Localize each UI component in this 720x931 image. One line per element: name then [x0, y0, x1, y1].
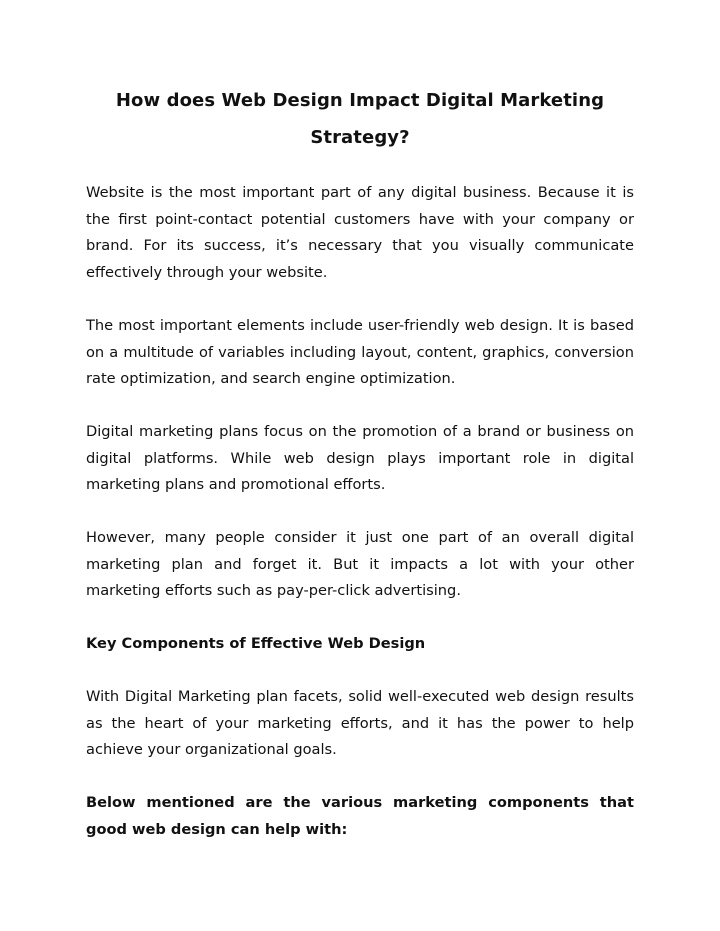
considerations-paragraph: However, many people consider it just one part of an overall digital marketing plan and forget it. But it impacts a lot with your other marketing efforts such as pay-per-click advertising.: [86, 529, 634, 600]
intro-paragraph: Website is the most important part of any digital business. Because it is the first point-contact potential customers have with your company or brand. For its success, it’s necessary that you visually communicate effectively through your website.: [86, 184, 634, 282]
section-heading: Key Components of Effective Web Design: [86, 635, 426, 653]
document-page: [86, 82, 634, 843]
document-title: How does Web Design Impact Digital Marketing Strategy?: [115, 90, 605, 148]
elements-paragraph: The most important elements include user-friendly web design. It is based on a multitude of variables including layout, content, graphics, conversion rate optimization, and search engine optimization.: [86, 316, 634, 388]
closing-bold-paragraph: Below mentioned are the various marketing components that good web design can help with:: [86, 793, 634, 838]
section-paragraph: With Digital Marketing plan facets, solid well-executed web design results as the heart of your marketing efforts, and it has the power to help achieve your organizational goals.: [86, 687, 634, 759]
digital-marketing-paragraph: Digital marketing plans focus on the promotion of a brand or business on digital platforms. While web design plays important role in digital marketing plans and promotional efforts.: [86, 422, 634, 494]
